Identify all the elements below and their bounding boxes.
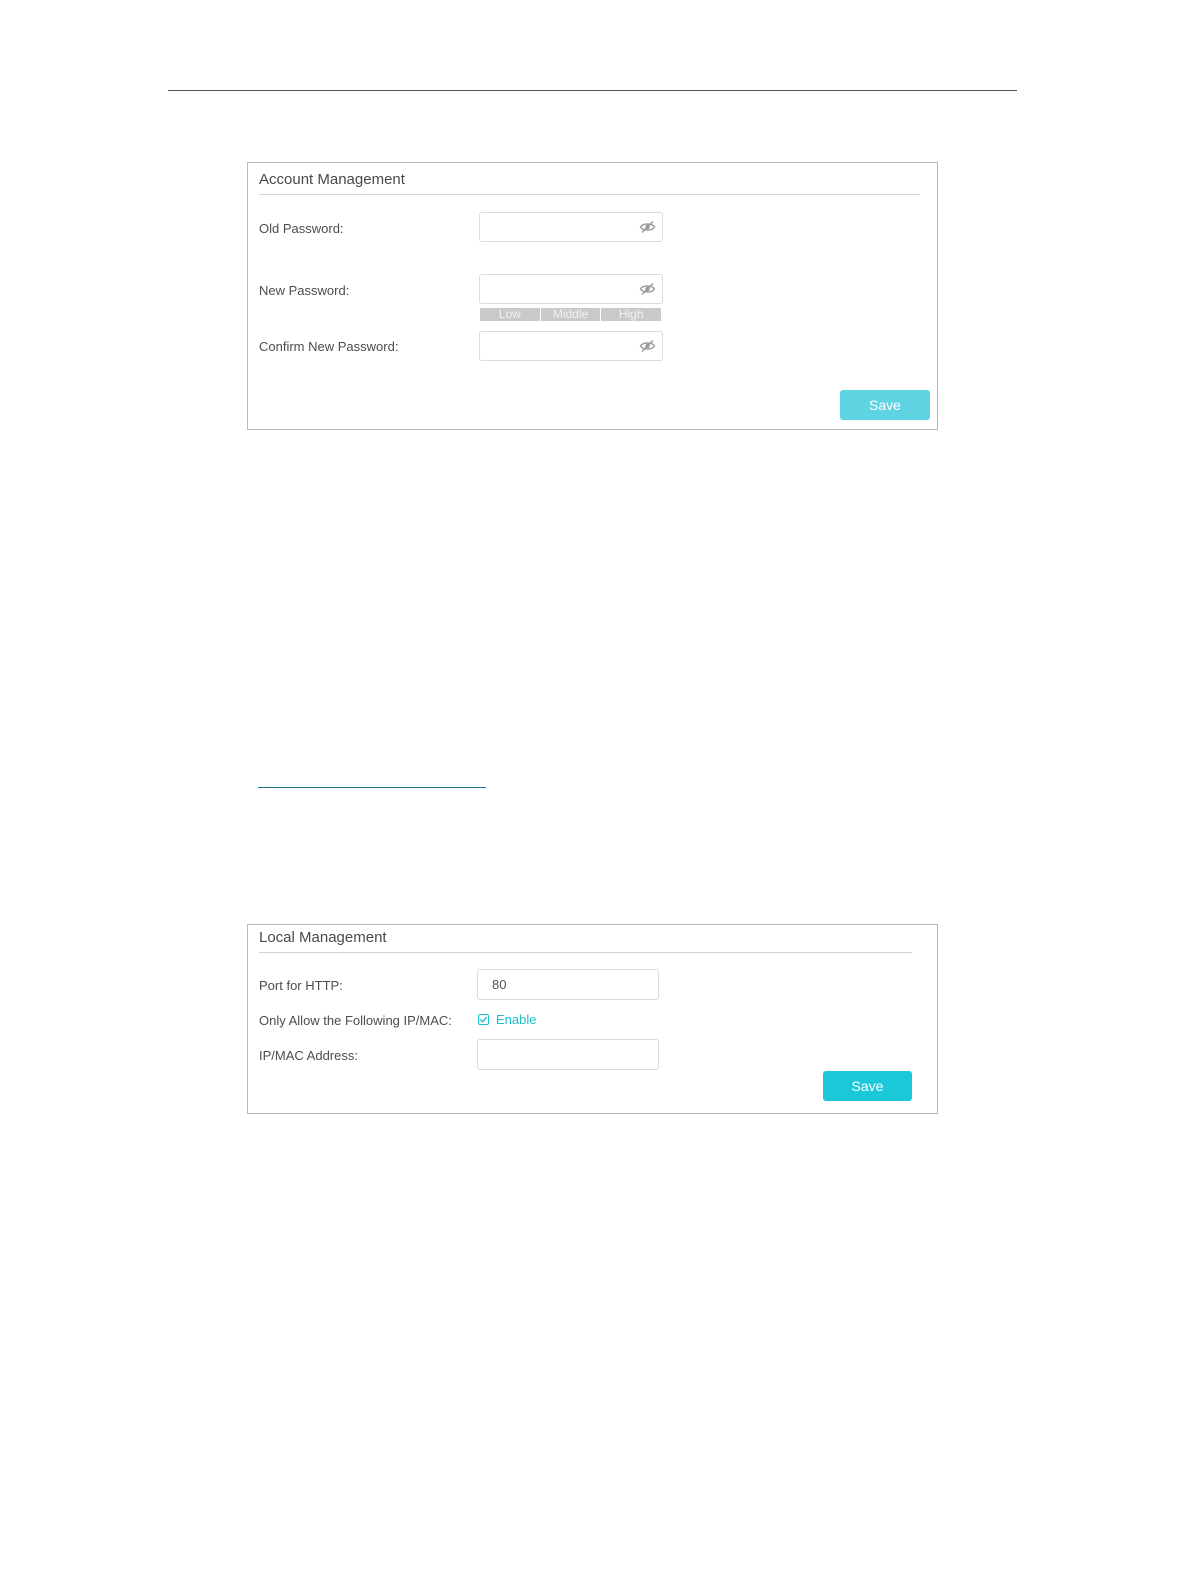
account-management-panel: [247, 162, 938, 430]
ipmac-address-label: IP/MAC Address:: [259, 1048, 358, 1063]
old-password-label: Old Password:: [259, 221, 344, 236]
checkmark-icon: [479, 1015, 488, 1024]
panel-title: Local Management: [259, 929, 387, 946]
panel-divider: [259, 194, 920, 195]
local-save-button[interactable]: Save: [823, 1071, 912, 1101]
confirm-password-field[interactable]: [479, 331, 663, 361]
http-port-value: 80: [492, 977, 507, 992]
page-header-rule: [168, 90, 1017, 91]
link-underline: [258, 787, 486, 788]
http-port-input[interactable]: [477, 969, 659, 1000]
http-port-label: Port for HTTP:: [259, 978, 343, 993]
strength-middle: Middle: [541, 308, 602, 321]
strength-high: High: [618, 307, 644, 321]
only-allow-label: Only Allow the Following IP/MAC:: [259, 1013, 452, 1028]
new-password-field[interactable]: [479, 274, 663, 304]
panel-divider: [259, 952, 912, 953]
ipmac-address-input[interactable]: [477, 1039, 659, 1070]
local-management-panel: [247, 924, 938, 1114]
eye-slash-icon[interactable]: [639, 339, 656, 353]
panel-title: Account Management: [259, 171, 405, 188]
enable-checkbox[interactable]: [478, 1014, 489, 1025]
password-strength-meter: [480, 308, 661, 321]
eye-slash-icon[interactable]: [639, 282, 656, 296]
enable-label[interactable]: Enable: [496, 1012, 537, 1027]
confirm-password-label: Confirm New Password:: [259, 339, 399, 354]
new-password-label: New Password:: [259, 283, 350, 298]
eye-slash-icon[interactable]: [639, 220, 656, 234]
strength-low: Low: [480, 308, 541, 321]
old-password-field[interactable]: [479, 212, 663, 242]
account-save-button[interactable]: Save: [840, 390, 930, 420]
